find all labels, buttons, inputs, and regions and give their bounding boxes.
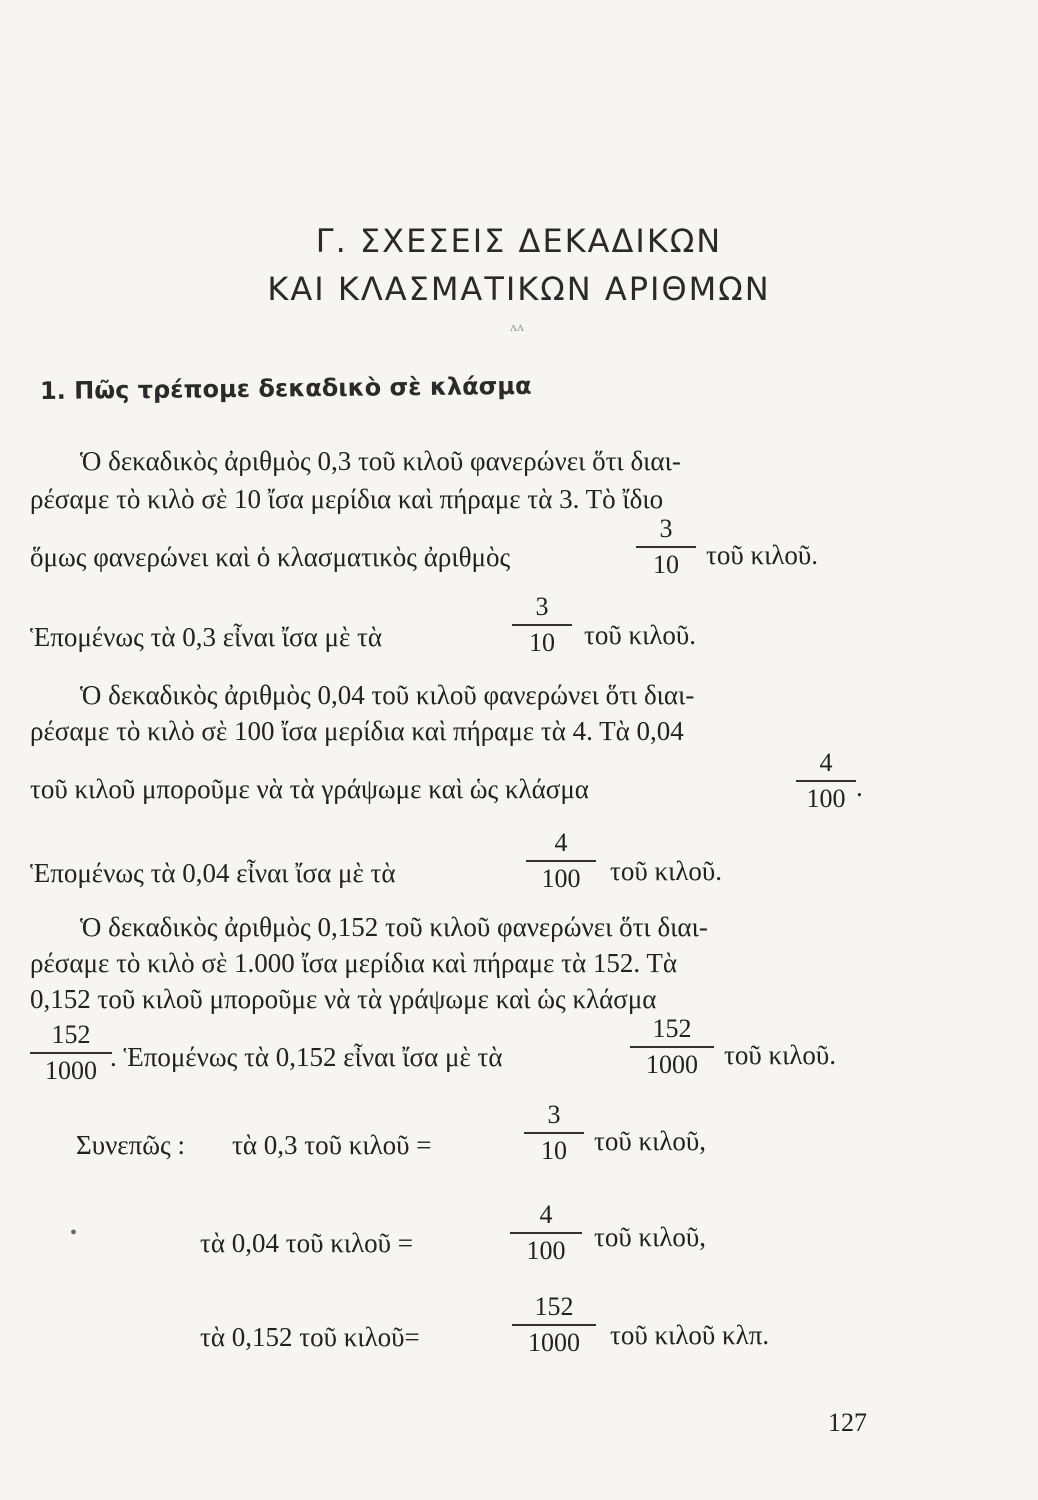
fraction-bar xyxy=(524,1132,584,1134)
fraction-numerator: 3 xyxy=(659,514,673,543)
summary-line-3: τὰ 0,152 τοῦ κιλοῦ= xyxy=(200,1322,420,1352)
paragraph-4-end: τοῦ κιλοῦ. xyxy=(610,856,723,886)
summary-line-2: τὰ 0,04 τοῦ κιλοῦ = xyxy=(200,1228,414,1258)
paragraph-2: Ἑπομένως τὰ 0,3 εἶναι ἴσα μὲ τὰ xyxy=(30,622,383,652)
section-title: 1. Πῶς τρέπομε δεκαδικὸ σὲ κλάσμα xyxy=(39,371,532,405)
fraction-bar xyxy=(512,1324,596,1326)
paragraph-5-line-2: ρέσαμε τὸ κιλὸ σὲ 1.000 ἴσα μερίδια καὶ πήραμε τὰ 152. Τὰ xyxy=(30,948,678,978)
fraction-numerator: 152 xyxy=(51,1020,91,1049)
fraction-3-10 xyxy=(636,514,696,580)
stray-dot: • xyxy=(70,1222,78,1244)
paragraph-1-line-3-end: τοῦ κιλοῦ. xyxy=(706,540,819,570)
summary-line-2-end: τοῦ κιλοῦ, xyxy=(594,1222,707,1252)
fraction-bar xyxy=(30,1052,112,1054)
summary-label: Συνεπῶς : xyxy=(76,1130,185,1160)
summary-line-3-end: τοῦ κιλοῦ κλπ. xyxy=(610,1320,770,1350)
fraction-denominator: 10 xyxy=(529,627,555,657)
fraction-denominator: 100 xyxy=(541,863,581,893)
fraction-denominator: 1000 xyxy=(45,1055,97,1085)
fraction-numerator: 3 xyxy=(535,592,549,621)
fraction-numerator: 4 xyxy=(554,828,568,857)
fraction-4-100 xyxy=(796,748,856,814)
page-number: 127 xyxy=(828,1408,867,1437)
fraction-numerator: 4 xyxy=(819,748,833,777)
paragraph-4: Ἑπομένως τὰ 0,04 εἶναι ἴσα μὲ τὰ xyxy=(30,858,396,888)
fraction-numerator: 4 xyxy=(539,1200,553,1229)
paragraph-3-line-3: τοῦ κιλοῦ μποροῦμε νὰ τὰ γράψωμε καὶ ὡς κλάσμα xyxy=(30,774,589,804)
fraction-3-10 xyxy=(512,592,572,658)
fraction-152-1000 xyxy=(30,1020,112,1086)
fraction-denominator: 10 xyxy=(541,1135,567,1165)
chapter-title-line-1: Γ. ΣΧΕΣΕΙΣ ΔΕΚΑΔΙΚΩΝ xyxy=(315,222,723,260)
summary-line-1-end: τοῦ κιλοῦ, xyxy=(594,1126,707,1156)
ornament: ʌʌ xyxy=(510,320,524,335)
fraction-denominator: 100 xyxy=(806,783,846,813)
fraction-denominator: 1000 xyxy=(646,1049,698,1079)
paragraph-5-line-3: 0,152 τοῦ κιλοῦ μποροῦμε νὰ τὰ γράψωμε καὶ ὡς κλάσμα xyxy=(30,984,657,1014)
paragraph-3-line-3-end: . xyxy=(856,772,863,802)
paragraph-1-line-3: ὅμως φανερώνει καὶ ὁ κλασματικὸς ἀριθμὸς xyxy=(30,542,511,572)
paragraph-3-line-2: ρέσαμε τὸ κιλὸ σὲ 100 ἴσα μερίδια καὶ πήραμε τὰ 4. Τὰ 0,04 xyxy=(30,716,684,746)
paragraph-5-line-4: . Ἑπομένως τὰ 0,152 εἶναι ἴσα μὲ τὰ xyxy=(110,1042,503,1072)
fraction-152-1000 xyxy=(630,1014,714,1080)
fraction-bar xyxy=(512,624,572,626)
fraction-denominator: 1000 xyxy=(528,1327,580,1357)
fraction-numerator: 152 xyxy=(652,1014,692,1043)
fraction-4-100 xyxy=(526,828,596,894)
fraction-bar xyxy=(636,546,696,548)
fraction-bar xyxy=(796,780,856,782)
fraction-152-1000 xyxy=(512,1292,596,1358)
summary-line-1: τὰ 0,3 τοῦ κιλοῦ = xyxy=(232,1130,432,1160)
paragraph-3-line-1: Ὁ δεκαδικὸς ἀριθμὸς 0,04 τοῦ κιλοῦ φανερώνει ὅτι διαι- xyxy=(80,680,695,710)
fraction-3-10 xyxy=(524,1100,584,1166)
paragraph-1-line-2: ρέσαμε τὸ κιλὸ σὲ 10 ἴσα μερίδια καὶ πήραμε τὰ 3. Τὸ ἴδιο xyxy=(30,484,664,514)
fraction-numerator: 3 xyxy=(547,1100,561,1129)
fraction-denominator: 10 xyxy=(653,549,679,579)
paragraph-5-line-4-end: τοῦ κιλοῦ. xyxy=(724,1040,837,1070)
fraction-denominator: 100 xyxy=(526,1235,566,1265)
fraction-bar xyxy=(526,860,596,862)
paragraph-5-line-1: Ὁ δεκαδικὸς ἀριθμὸς 0,152 τοῦ κιλοῦ φανερώνει ὅτι διαι- xyxy=(80,912,708,942)
fraction-bar xyxy=(630,1046,714,1048)
fraction-4-100 xyxy=(510,1200,582,1266)
fraction-numerator: 152 xyxy=(534,1292,574,1321)
paragraph-2-end: τοῦ κιλοῦ. xyxy=(584,620,697,650)
chapter-title-line-2: ΚΑΙ ΚΛΑΣΜΑΤΙΚΩΝ ΑΡΙΘΜΩΝ xyxy=(267,270,771,308)
fraction-bar xyxy=(510,1232,582,1234)
paragraph-1-line-1: Ὁ δεκαδικὸς ἀριθμὸς 0,3 τοῦ κιλοῦ φανερώνει ὅτι διαι- xyxy=(80,446,681,476)
